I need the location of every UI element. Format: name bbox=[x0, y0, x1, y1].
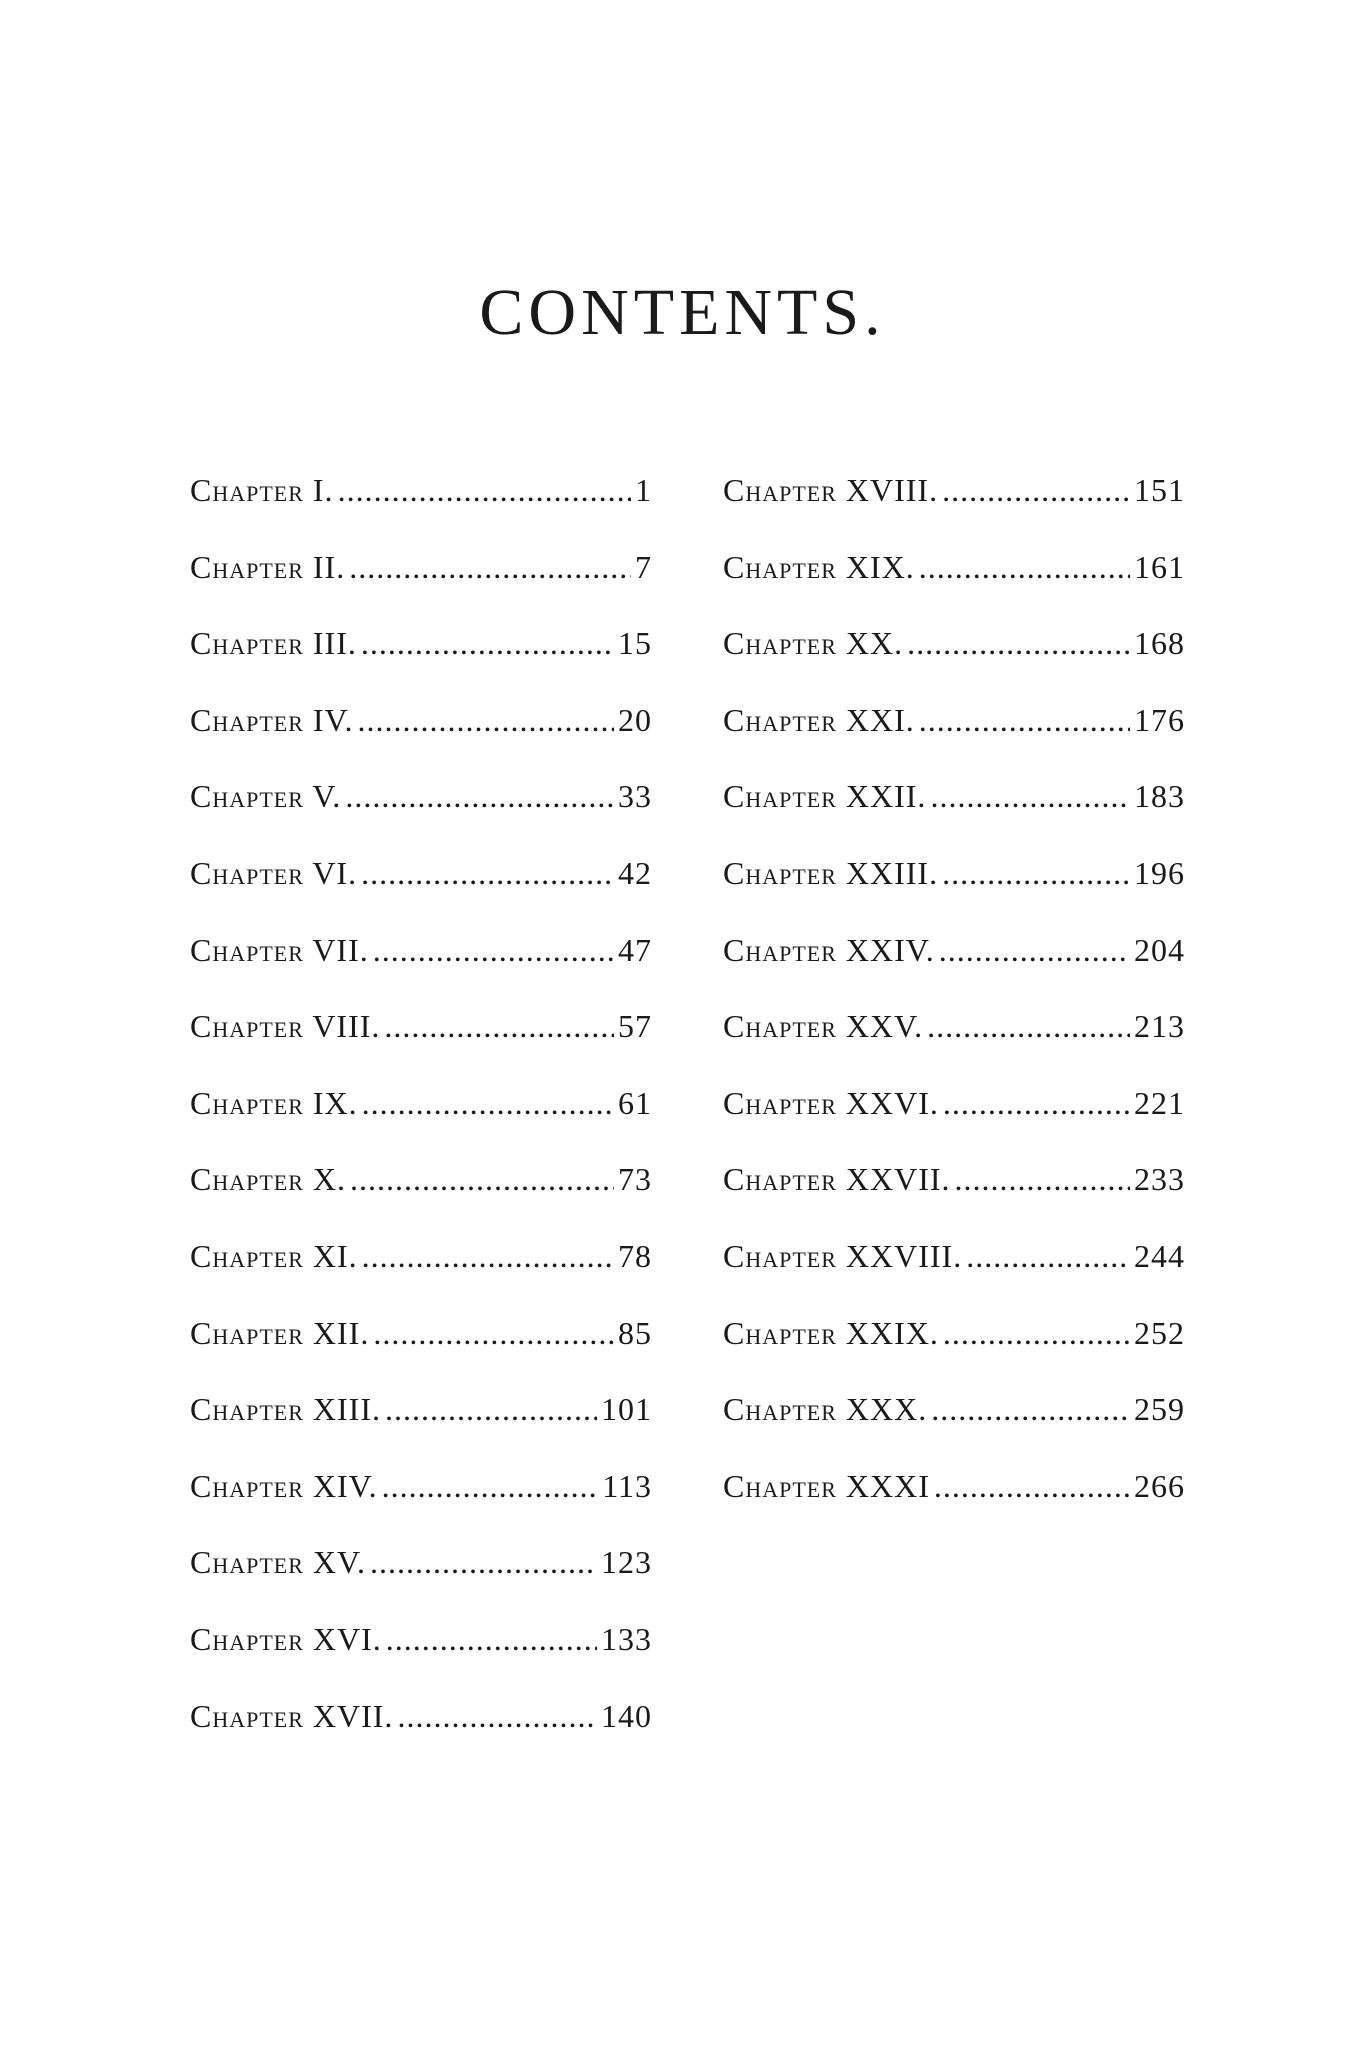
toc-entry[interactable] bbox=[190, 998, 652, 1075]
toc-entry-label: Chapter XI. bbox=[190, 1237, 358, 1274]
toc-entry-page: 233 bbox=[1134, 1161, 1185, 1198]
dot-leader bbox=[386, 1611, 597, 1667]
toc-entry[interactable] bbox=[723, 1305, 1185, 1382]
toc-entry-page: 78 bbox=[618, 1237, 652, 1274]
dot-leader bbox=[350, 1151, 614, 1207]
toc-entry-page: 168 bbox=[1134, 625, 1185, 662]
toc-entry-label: Chapter XXI. bbox=[723, 701, 915, 738]
toc-entry[interactable] bbox=[723, 998, 1185, 1075]
dot-leader bbox=[382, 1458, 599, 1514]
toc-entry-label: Chapter VII. bbox=[190, 931, 369, 968]
toc-entry-page: 204 bbox=[1134, 931, 1185, 968]
toc-entry-page: 85 bbox=[618, 1314, 652, 1351]
toc-entry-label: Chapter XXIV. bbox=[723, 931, 935, 968]
toc-entry[interactable] bbox=[190, 539, 652, 616]
dot-leader bbox=[361, 615, 614, 671]
dot-leader bbox=[349, 539, 631, 595]
toc-entry[interactable] bbox=[723, 768, 1185, 845]
toc-entry-label: Chapter IX. bbox=[190, 1084, 358, 1121]
toc-entry-page: 15 bbox=[618, 625, 652, 662]
toc-entry[interactable] bbox=[723, 1381, 1185, 1458]
toc-entry[interactable] bbox=[723, 1075, 1185, 1152]
dot-leader bbox=[931, 1381, 1130, 1437]
dot-leader bbox=[939, 922, 1130, 978]
dot-leader bbox=[907, 615, 1130, 671]
toc-entry-label: Chapter IV. bbox=[190, 701, 354, 738]
dot-leader bbox=[919, 539, 1130, 595]
toc-entry-label: Chapter XVI. bbox=[190, 1620, 382, 1657]
toc-entry-label: Chapter XIV. bbox=[190, 1467, 378, 1504]
toc-entry-page: 259 bbox=[1134, 1391, 1185, 1428]
dot-leader bbox=[370, 1534, 597, 1590]
toc-entry-label: Chapter XXV. bbox=[723, 1008, 924, 1045]
dot-leader bbox=[955, 1151, 1130, 1207]
toc-entry-page: 133 bbox=[601, 1620, 652, 1657]
toc-entry[interactable] bbox=[190, 1075, 652, 1152]
toc-entry-page: 42 bbox=[618, 854, 652, 891]
toc-entry-page: 20 bbox=[618, 701, 652, 738]
toc-entry-label: Chapter XXVII. bbox=[723, 1161, 951, 1198]
toc-entry-label: Chapter XXXI bbox=[723, 1467, 930, 1504]
toc-entry[interactable] bbox=[190, 1611, 652, 1688]
toc-entry-page: 140 bbox=[601, 1697, 652, 1734]
dot-leader bbox=[373, 922, 614, 978]
toc-entry-label: Chapter III. bbox=[190, 625, 357, 662]
toc-entry-page: 221 bbox=[1134, 1084, 1185, 1121]
toc-entry[interactable] bbox=[190, 1228, 652, 1305]
toc-entry-page: 33 bbox=[618, 778, 652, 815]
toc-entry[interactable] bbox=[190, 922, 652, 999]
toc-entry-page: 113 bbox=[602, 1467, 652, 1504]
toc-entry[interactable] bbox=[190, 1458, 652, 1535]
toc-entry-page: 61 bbox=[618, 1084, 652, 1121]
toc-entry[interactable] bbox=[723, 922, 1185, 999]
dot-leader bbox=[362, 1075, 614, 1131]
toc-entry[interactable] bbox=[723, 462, 1185, 539]
dot-leader bbox=[942, 462, 1130, 518]
toc-column-right bbox=[723, 462, 1185, 1534]
toc-entry[interactable] bbox=[723, 615, 1185, 692]
toc-entry-label: Chapter I. bbox=[190, 472, 334, 508]
toc-entry-label: Chapter XVII. bbox=[190, 1697, 394, 1734]
toc-entry[interactable] bbox=[723, 1151, 1185, 1228]
toc-entry-page: 47 bbox=[618, 931, 652, 968]
toc-entry[interactable] bbox=[190, 1305, 652, 1382]
toc-entry[interactable] bbox=[190, 1688, 652, 1765]
dot-leader bbox=[384, 998, 614, 1054]
toc-entry-label: Chapter XIII. bbox=[190, 1391, 381, 1428]
toc-entry-label: Chapter XXVI. bbox=[723, 1084, 939, 1121]
toc-entry-page: 244 bbox=[1134, 1237, 1185, 1274]
toc-entry-page: 7 bbox=[635, 548, 652, 585]
dot-leader bbox=[345, 768, 614, 824]
dot-leader bbox=[942, 845, 1130, 901]
toc-entry[interactable] bbox=[190, 692, 652, 769]
dot-leader bbox=[930, 768, 1130, 824]
toc-entry-page: 176 bbox=[1134, 701, 1185, 738]
toc-entry-page: 213 bbox=[1134, 1008, 1185, 1045]
dot-leader bbox=[927, 998, 1130, 1054]
dot-leader bbox=[934, 1458, 1130, 1514]
toc-entry-page: 57 bbox=[618, 1008, 652, 1045]
toc-entry-label: Chapter X. bbox=[190, 1161, 347, 1198]
toc-entry-label: Chapter XXX. bbox=[723, 1391, 928, 1428]
dot-leader bbox=[362, 1228, 614, 1284]
toc-entry-page: 183 bbox=[1134, 778, 1185, 815]
toc-entry-page: 266 bbox=[1134, 1467, 1185, 1504]
toc-entry[interactable] bbox=[190, 1151, 652, 1228]
toc-entry-page: 1 bbox=[635, 472, 652, 508]
dot-leader bbox=[397, 1688, 597, 1744]
toc-entry-page: 73 bbox=[618, 1161, 652, 1198]
dot-leader bbox=[943, 1305, 1130, 1361]
toc-entry-page: 101 bbox=[601, 1391, 652, 1428]
toc-entry-page: 252 bbox=[1134, 1314, 1185, 1351]
toc-entry-label: Chapter XVIII. bbox=[723, 472, 939, 508]
toc-entry-label: Chapter XX. bbox=[723, 625, 904, 662]
dot-leader bbox=[358, 692, 614, 748]
toc-entry[interactable] bbox=[190, 768, 652, 845]
toc-entry[interactable] bbox=[723, 1228, 1185, 1305]
toc-entry-label: Chapter XXIII. bbox=[723, 854, 939, 891]
toc-entry-label: Chapter XV. bbox=[190, 1544, 366, 1581]
toc-entry-label: Chapter VIII. bbox=[190, 1008, 381, 1045]
toc-entry[interactable] bbox=[723, 692, 1185, 769]
toc-entry-page: 123 bbox=[601, 1544, 652, 1581]
dot-leader bbox=[338, 462, 631, 518]
toc-entry-label: Chapter II. bbox=[190, 548, 346, 585]
toc-entry-page: 196 bbox=[1134, 854, 1185, 891]
toc-entry-label: Chapter V. bbox=[190, 778, 342, 815]
toc-entry-label: Chapter XXIX. bbox=[723, 1314, 939, 1351]
toc-column-left bbox=[190, 462, 652, 1764]
toc-entry[interactable] bbox=[190, 615, 652, 692]
toc-entry-label: Chapter XXVIII. bbox=[723, 1237, 963, 1274]
toc-entry[interactable] bbox=[190, 845, 652, 922]
page-title: CONTENTS. bbox=[479, 276, 886, 349]
toc-entry-label: Chapter XIX. bbox=[723, 548, 915, 585]
toc-entry[interactable] bbox=[723, 539, 1185, 616]
dot-leader bbox=[373, 1305, 614, 1361]
toc-entry[interactable] bbox=[190, 462, 652, 539]
dot-leader bbox=[943, 1075, 1130, 1131]
toc-entry[interactable] bbox=[723, 845, 1185, 922]
toc-entry-label: Chapter XXII. bbox=[723, 778, 927, 815]
dot-leader bbox=[966, 1228, 1130, 1284]
dot-leader bbox=[385, 1381, 597, 1437]
toc-entry[interactable] bbox=[190, 1534, 652, 1611]
dot-leader bbox=[361, 845, 614, 901]
toc-entry[interactable] bbox=[723, 1458, 1185, 1535]
toc-entry[interactable] bbox=[190, 1381, 652, 1458]
toc-entry-page: 151 bbox=[1134, 472, 1185, 508]
toc-entry-label: Chapter VI. bbox=[190, 854, 358, 891]
dot-leader bbox=[919, 692, 1130, 748]
toc-entry-page: 161 bbox=[1134, 548, 1185, 585]
toc-entry-label: Chapter XII. bbox=[190, 1314, 370, 1351]
